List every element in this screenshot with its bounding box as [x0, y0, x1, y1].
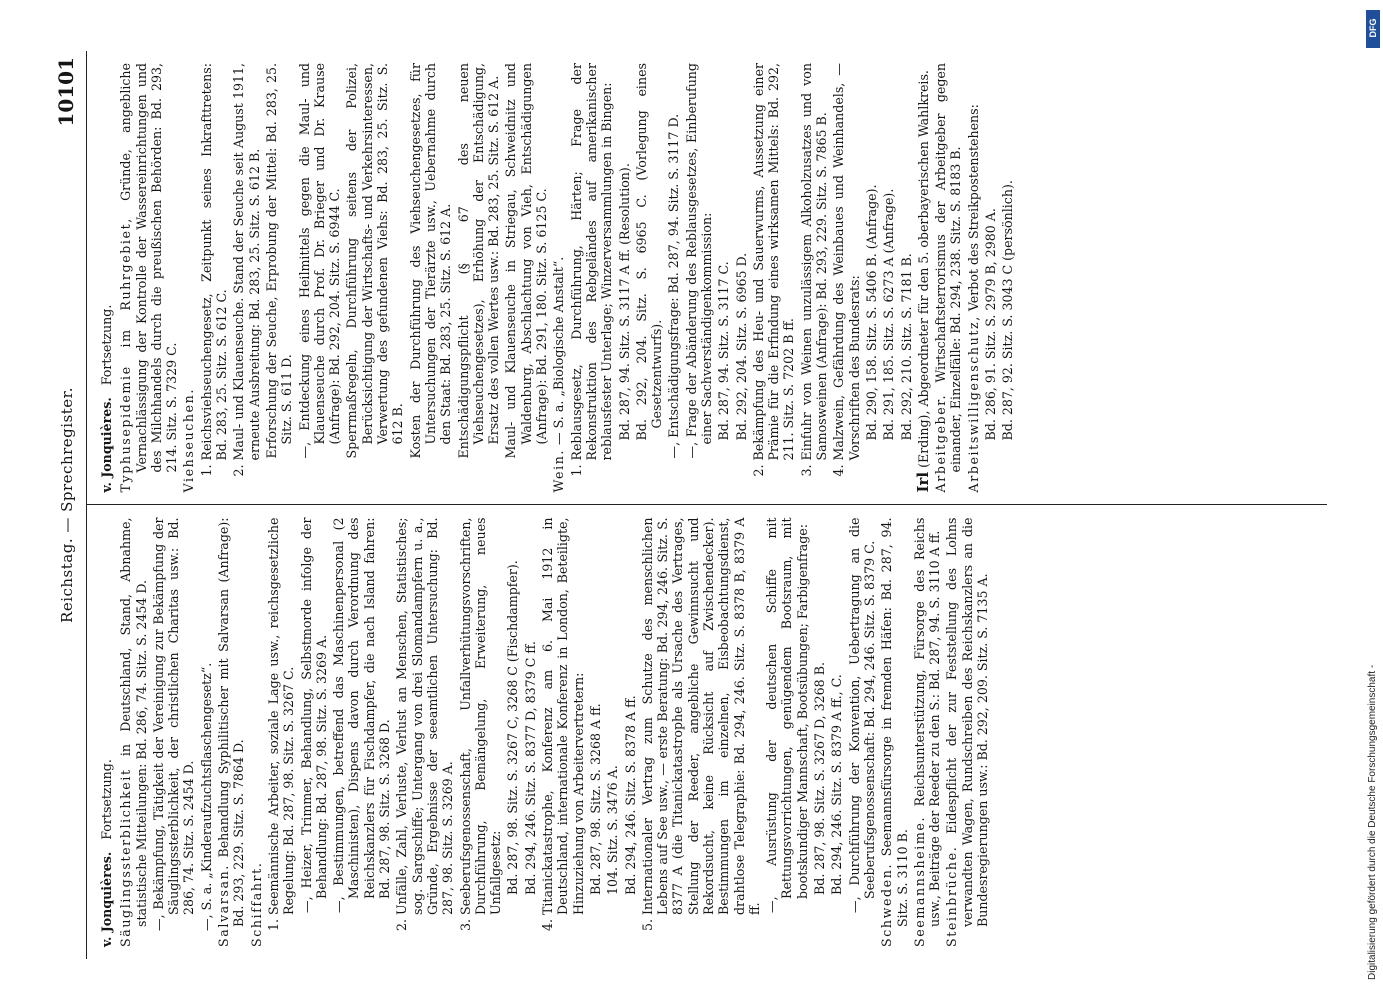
entry-keyword: Schiffahrt.	[248, 861, 264, 947]
entry-text: Internationaler Vertrag zum Schutze des menschlichen Lebens auf See usw., — erste Beratung: Bd. 294, 246. Sitz. S. 8377 A (die Titanickatastrophe als Ursache des Vertrages, Stellung der Reeder, angebliche Gewinnsucht und Rekordsucht, keine Rücksicht auf Zwischendecker). Bestimmungen im einzelnen, Eisbeobachtungsdienst, drahtlose Telegraphie: Bd. 294, 246. Sitz. S. 8378 B, 8379 A ff.	[639, 517, 762, 915]
entry-keyword: Säuglingssterblichkeit	[118, 768, 134, 947]
entry-text: Unfälle, Zahl, Verluste, Verlust an Menschen, Statistisches; sog. Sargschiffe; Untergang von drei Slomandampfern u. a., Gründe, Ergebnisse der seeamtlichen Untersuchung: Bd. 287, 98. Sitz. S. 3269 A.	[394, 517, 456, 915]
sub-entry: —, Bekämpfung, Tätigkeit der Vereinigung zur Bekämpfung der Säuglingssterblichkeit, der christlichen Charitas usw.: Bd. 286, 74. Sitz. S. 2454 D.	[150, 517, 197, 931]
entry-text: Reichsunterstützung, Fürsorge des Reichs usw., Beiträge der Reeder zu den S.: Bd. 287, 94. S. 3110 A ff.	[911, 517, 943, 927]
entry-keyword: Arbeitswilligenschutz,	[965, 315, 981, 493]
sub-entry: —, Heizer, Trimmer, Behandlung, Selbstmorde infolge der Behandlung: Bd. 287, 98. Sitz. S. 3269 A.	[298, 517, 329, 913]
entry-text: Malzwein, Gefährdung des Weinbaues und Weinhandels, — Vorschriften des Bundesrats:	[831, 63, 862, 461]
reference: Bd. 292, 210. Sitz. S. 7181 B.	[898, 253, 914, 441]
entry-number: 3.	[798, 464, 814, 477]
entry-keyword: Viehseuchen.	[181, 388, 197, 493]
speaker-entry	[913, 63, 932, 493]
sub-entry: Entschädigungspflicht (§ 67 des neuen Viehseuchengesetzes), Erhöhung der Entschädigung, Ersatz des vollen Wertes usw.: Bd. 283, 25. Sitz. S. 612 A.	[455, 63, 502, 459]
numbered-entry	[799, 63, 830, 477]
reference: Bd. 294, 246. Sitz. S. 8379 A ff., C.	[829, 674, 845, 895]
entry-number: 3.	[457, 918, 473, 931]
sub-entry: —, S. a. „Kinderaufzuchtsflaschengesetz“.	[198, 662, 214, 931]
entry-text: Seeberufsgenossenschaft, Unfallverhütungsvorschriften, Durchführung, Bemängelung, Erweiterung, neues Unfallgesetz:	[457, 517, 504, 915]
entry-number: 1.	[198, 464, 214, 477]
numbered-entry	[266, 518, 297, 932]
index-entry	[944, 518, 990, 948]
page-number: 10101	[54, 57, 78, 127]
numbered-entry	[569, 63, 615, 477]
sub-entry: —, Durchführung der Konvention, Uebertragung an die Seeberufsgenossenschaft: Bd. 294, 246. Sitz. S. 8379 C.	[846, 517, 877, 913]
column-right	[87, 51, 1327, 506]
reference: Bd. 294, 246. Sitz. S. 8377 D, 8379 C ff.	[522, 641, 538, 895]
speaker-name: Irl	[913, 471, 932, 493]
column-left	[87, 506, 1327, 960]
numbered-entry	[831, 63, 862, 477]
index-entry	[933, 63, 964, 493]
entry-text: Seemännische Arbeiter, soziale Lage usw., reichsgesetzliche Regelung: Bd. 287, 98. Sitz. S. 3267 C.	[265, 517, 297, 915]
reference: Bd. 287, 98. Sitz. S. 3267 D, 3268 B.	[812, 662, 828, 895]
entry-text: Reichsviehseuchengesetz, Zeitpunkt seines Inkrafttretens: Bd. 283, 25. Sitz. S. 612 C.	[198, 63, 230, 461]
reference: Bd. 294, 246. Sitz. S. 8378 A ff.	[622, 695, 638, 895]
reference: Bd. 287, 98. Sitz. S. 3268 A ff.	[587, 703, 603, 895]
index-entry	[118, 518, 149, 948]
reference: Bd. 286, 91. Sitz. S. 2979 B, 2980 A.	[983, 208, 999, 441]
entry-keyword: Wein.	[551, 448, 567, 493]
register-page	[40, 35, 1350, 975]
reference: Bd. 287, 94. Sitz. S. 3117 C.	[716, 261, 732, 441]
index-entry	[551, 63, 566, 493]
reference: Bd. 292, 204. Sitz. S. 6965 C. (Vorlegung eines Gesetzentwurfs).	[633, 63, 665, 441]
index-entry	[216, 518, 247, 948]
entry-text: Reblausgesetz, Durchführung, Härten; Frage der Rekonstruktion des Rebgeländes auf amerikanischer reblausfester Unterlage; Winzerversammlungen in Bingen:	[568, 63, 615, 461]
entry-number: 1.	[568, 464, 584, 477]
index-entry	[966, 63, 981, 493]
entry-text: Einfuhr von Weinen unzulässigem Alkoholzusatzes und von Samosweinen (Anfrage): Bd. 293, 229. Sitz. S. 7865 B.	[798, 63, 830, 461]
speaker-name: v. Jonquières.	[99, 851, 114, 947]
running-head	[52, 51, 87, 959]
sub-entry: Kosten der Durchführung des Viehseuchengesetzes, für Untersuchungen der Tierärzte usw., Uebernahme durch den Staat: Bd. 283, 25. Sitz. S. 612 A.	[407, 63, 454, 459]
entry-number: 2.	[750, 464, 766, 477]
running-head-title: Reichstag. — Sprechregister.	[58, 387, 76, 623]
dfg-logo-text: DFG	[1368, 18, 1378, 38]
entry-text: Maul- und Klauenseuche. Stand der Seuche seit August 1911, erneute Ausbreitung: Bd. 283, 25. Sitz. S. 612 B.	[231, 63, 262, 461]
entry-keyword: Salvarsan.	[216, 864, 232, 947]
sub-entry: —, Ausrüstung der deutschen Schiffe mit Rettungsvorrichtungen, genügendem Bootsraum, mit bootskundiger Mannschaft, Bootsübungen; Farbigenfrage:	[764, 517, 810, 913]
reference: Bd. 287, 92. Sitz. S. 3043 C (persönlich).	[1000, 180, 1016, 441]
reference: Bd. 292, 204. Sitz. S. 6965 D.	[733, 252, 749, 441]
entry-number: 2.	[394, 918, 410, 931]
column-heading	[99, 518, 114, 948]
sub-entry: —, Entschädigungsfrage: Bd. 287, 94. Sitz. S. 3117 D.	[666, 113, 682, 459]
reference: Bd. 291, 185. Sitz. S. 6273 A (Anfrage).	[881, 188, 897, 441]
reference: Bd. 290, 158. Sitz. S. 5406 B. (Anfrage).	[863, 184, 879, 441]
entry-text: Wirtschaftsterrorismus der Arbeitgeber gegen einander, Einzelfälle: Bd. 294, 238. Sitz. S. 8183 B.	[933, 63, 964, 473]
entry-text: (Erding), Abgeordneter für den 5. oberbayerischen Wahlkreis.	[915, 70, 931, 468]
speaker-name: v. Jonquières.	[99, 397, 114, 493]
entry-keyword: Arbeitgeber.	[933, 393, 949, 493]
entry-number: 1.	[265, 918, 281, 931]
entry-keyword: Seemannsheime.	[911, 815, 927, 947]
sub-entry: Erforschung der Seuche, Erprobung der Mittel: Bd. 283, 25. Sitz. S. 611 D.	[263, 63, 295, 459]
digitization-credit: Digitalisierung gefördert durch die Deutsche Forschungsgemeinschaft -	[1367, 664, 1378, 980]
entry-number: 4.	[831, 464, 847, 477]
entry-keyword: Schweden.	[879, 862, 895, 947]
entry-text: — S. a. „Biologische Anstalt“.	[551, 256, 567, 445]
sub-entry: Maul- und Klauenseuche in Striegau, Schweidnitz und Waldenburg, Abschlachtung von Vieh, Entschädigungen (Anfrage): Bd. 291, 180. Sitz. S. 6125 C.	[503, 63, 550, 459]
entry-text: Eidespflicht der zur Feststellung des Lohns verwandten Wagen, Rundschreiben des Reichskanzlers an die Bundesregierungen usw.: Bd. 292, 209. Sitz. S. 7135 A.	[944, 517, 991, 927]
continuation-label: Fortsetzung.	[99, 759, 114, 840]
entry-number: 2.	[231, 464, 247, 477]
numbered-entry	[394, 518, 455, 932]
continuation-label: Fortsetzung.	[99, 304, 114, 386]
entry-text: Gründe, angebliche Vernachlässigung der Kontrolle der Wassereinrichtungen und des Milchhandels durch die preußischen Behörden: Bd. 293, 214. Sitz. S. 7329 C.	[118, 63, 180, 473]
numbered-entry	[640, 518, 762, 932]
entry-text: Seemannsfürsorge in fremden Häfen: Bd. 287, 94. Sitz. S. 3110 B.	[879, 517, 910, 927]
index-entry	[879, 518, 910, 948]
entry-text: Behandlung Syphilitischer mit Salvarsan (Anfrage): Bd. 293, 229. Sitz. S. 7864 D.	[216, 517, 247, 927]
reference: Bd. 287, 94. Sitz. S. 3117 A ff. (Resolution).	[616, 163, 632, 441]
sub-entry: —, Bestimmungen, betreffend das Maschinenpersonal (2 Maschinisten), Dispens davon durch Verordnung des Reichskanzlers für Fischdampfer, die nach Island fahren: Bd. 287, 98. Sitz. S. 3268 D.	[331, 517, 393, 913]
numbered-entry	[458, 518, 504, 932]
entry-number: 5.	[639, 918, 655, 931]
entry-text: in Deutschland, Stand, Abnahme, statistische Mitteilungen: Bd. 286, 74. Sitz. S. 2454 D.	[118, 517, 149, 927]
numbered-entry	[231, 63, 262, 477]
entry-keyword: Typhusepidemie im Ruhrgebiet,	[118, 217, 134, 493]
entry-number: 4.	[540, 918, 556, 931]
numbered-entry	[540, 518, 586, 932]
index-entry	[118, 63, 179, 493]
sub-entry: Sperrmaßregeln, Durchführung seitens der Polizei, Berücksichtigung der Wirtschafts- und Verkehrsinteressen, Verwertung des gefundenen Viehs: Bd. 283, 25. Sitz. S. 612 B.	[344, 63, 406, 459]
index-entry	[912, 518, 943, 948]
index-entry	[181, 63, 196, 493]
entry-text: Verbot des Streikpostenstehens:	[965, 104, 981, 312]
entry-keyword: Steinbrüche.	[944, 845, 960, 947]
entry-text: Bekämpfung des Heu- und Sauerwurms, Aussetzung einer Prämie für die Erfindung eines wirksamen Mittels: Bd. 292, 211. Sitz. S. 7202 B ff.	[750, 63, 797, 461]
columns	[87, 51, 1327, 959]
entry-text: Titanickatastrophe, Konferenz am 6. Mai 1912 in Deutschland, internationale Konferenz in London, Beteiligte, Hinzuziehung von Arbeitervertretern:	[540, 517, 586, 915]
numbered-entry	[199, 63, 230, 477]
reference: Bd. 287, 98. Sitz. S. 3267 C, 3268 C (Fischdampfer).	[505, 560, 521, 895]
index-entry	[249, 518, 264, 948]
numbered-entry	[751, 63, 797, 477]
sub-entry: —, Frage der Abänderung des Reblausgesetzes, Einberufung einer Sachverständigenkommission:	[683, 63, 714, 459]
column-heading	[99, 63, 114, 493]
sub-entry: —, Entdeckung eines Heilmittels gegen die Maul- und Klauenseuche durch Prof. Dr. Brieger und Dr. Krause (Anfrage): Bd. 292, 204. Sitz. S. 6944 C.	[296, 63, 343, 459]
reference: 104. Sitz. S. 3476 A.	[605, 765, 621, 895]
